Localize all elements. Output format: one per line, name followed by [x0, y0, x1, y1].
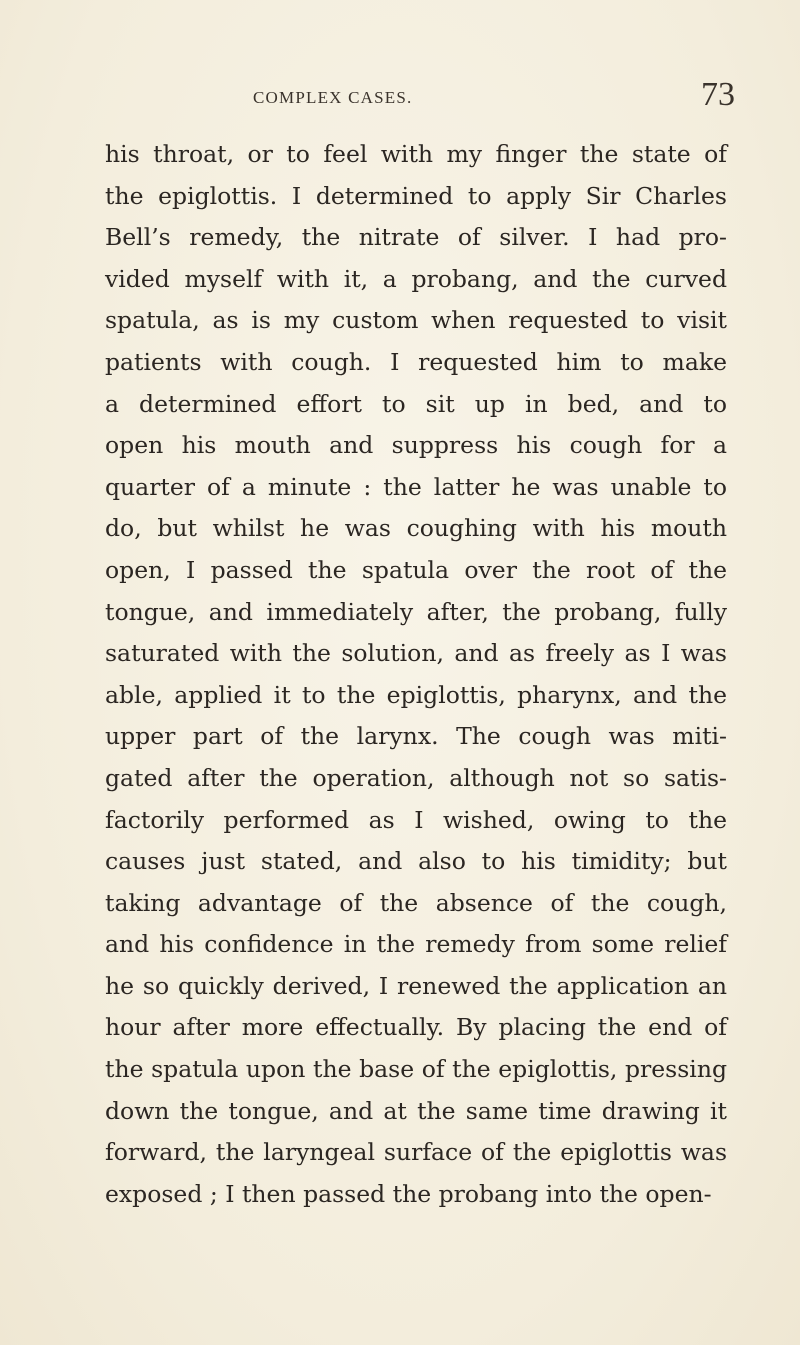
page-number: 73	[701, 76, 735, 113]
text-line: tongue, and immediately after, the probang, fully	[105, 597, 727, 626]
text-line: spatula, as is my custom when requested to visit	[105, 306, 727, 335]
text-line: hour after more effectually. By placing the end of	[105, 1013, 727, 1042]
text-line: forward, the laryngeal surface of the epiglottis was	[105, 1138, 727, 1167]
text-line: taking advantage of the absence of the cough,	[105, 888, 727, 917]
text-line: a determined effort to sit up in bed, and to	[105, 389, 727, 418]
text-line: vided myself with it, a probang, and the curved	[105, 264, 727, 293]
text-line: patients with cough. I requested him to make	[105, 347, 727, 376]
text-line: do, but whilst he was coughing with his mouth	[105, 514, 727, 543]
text-line: causes just stated, and also to his timidity; but	[105, 847, 727, 876]
text-line: his throat, or to feel with my finger the state of	[105, 140, 727, 168]
text-line: quarter of a minute : the latter he was unable to	[105, 472, 727, 501]
text-line: and his confidence in the remedy from some relief	[105, 930, 727, 959]
body-text	[105, 134, 727, 1215]
text-line: open his mouth and suppress his cough for a	[105, 431, 727, 460]
text-line: the epiglottis. I determined to apply Sir Charles	[105, 181, 727, 210]
text-line: upper part of the larynx. The cough was miti-	[105, 722, 727, 751]
running-head: COMPLEX CASES.	[253, 88, 413, 107]
text-line: the spatula upon the base of the epiglottis, pressing	[105, 1055, 727, 1084]
text-line: gated after the operation, although not so satis-	[105, 763, 727, 792]
text-line: open, I passed the spatula over the root of the	[105, 555, 727, 584]
text-line: Bell’s remedy, the nitrate of silver. I had pro-	[105, 223, 727, 252]
text-line: exposed ; I then passed the probang into the open-	[105, 1179, 712, 1208]
text-line: factorily performed as I wished, owing to the	[105, 805, 727, 834]
text-line: able, applied it to the epiglottis, pharynx, and the	[105, 680, 727, 709]
text-line: he so quickly derived, I renewed the application an	[105, 971, 727, 1000]
text-line: saturated with the solution, and as freely as I was	[105, 639, 727, 668]
text-line: down the tongue, and at the same time drawing it	[105, 1096, 727, 1125]
